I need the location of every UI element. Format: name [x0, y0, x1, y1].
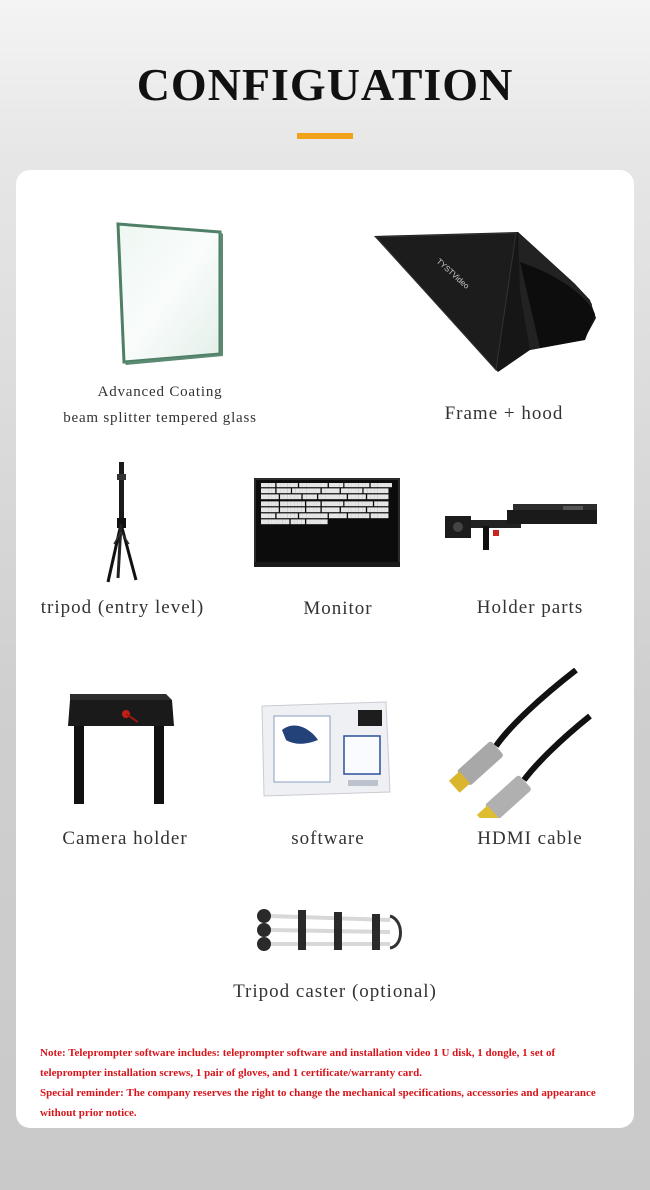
software-image — [258, 700, 394, 800]
monitor-bezel — [254, 562, 400, 567]
frame-brand-text: TYSTVideo — [434, 256, 471, 291]
tripod-caster-image — [252, 906, 408, 958]
monitor-label: Monitor — [303, 598, 373, 619]
note-text: Note: Teleprompter software includes: teleprompter software and installation video 1 U disk, 1 dongle, 1 set of teleprompter installation screws, 1 pair of gloves, and 1 certificate/warranty card. — [40, 1047, 556, 1079]
software-label: software — [291, 828, 365, 849]
tripod-caster-label: Tripod caster (optional) — [233, 981, 437, 1002]
tripod-label: tripod (entry level) — [40, 597, 205, 618]
camera-holder-image — [66, 692, 178, 808]
monitor-image — [254, 478, 400, 570]
tripod-image — [104, 460, 140, 584]
holder-parts-label: Holder parts — [476, 597, 584, 618]
hdmi-cable-label: HDMI cable — [477, 828, 583, 849]
title-underline — [297, 133, 353, 139]
frame-hood-image — [370, 222, 605, 382]
special-reminder-text: Special reminder: The company reserves the right to change the mechanical specifications, accessories and appearance without prior notice. — [40, 1087, 596, 1119]
holder-parts-image — [443, 500, 601, 552]
glass-label-line2: beam splitter tempered glass — [63, 410, 257, 426]
frame-hood-label: Frame + hood — [444, 403, 564, 424]
glass-label-line1: Advanced Coating — [97, 384, 223, 400]
page-title: CONFIGUATION — [136, 59, 514, 110]
camera-holder-label: Camera holder — [62, 828, 188, 849]
notes-block — [40, 1043, 610, 1123]
glass-image — [112, 222, 224, 367]
monitor-screen-text: ▇▇▇▇ ▇▇▇▇▇▇ ▇▇▇▇▇▇▇▇ ▇▇▇▇ ▇▇▇▇▇▇▇ ▇▇▇▇▇▇ ▇▇▇▇ ▇▇▇▇ ▇▇▇▇▇▇▇▇ ▇▇▇▇▇ ▇▇▇▇▇▇ ▇▇▇▇▇▇▇ ▇▇▇▇▇ ▇▇▇▇▇▇ ▇▇▇▇ ▇▇▇▇▇▇▇▇ ▇▇▇▇▇ ▇▇▇▇▇▇ ▇▇▇▇▇ ▇▇▇▇▇▇▇ ▇▇▇▇ ▇▇▇▇▇▇ ▇▇▇▇▇▇▇▇ ▇▇▇▇ ▇▇▇▇▇ ▇▇▇▇▇▇▇ ▇▇▇▇ ▇▇▇▇▇ ▇▇▇▇▇▇▇ ▇▇▇▇▇▇ ▇▇▇▇ ▇▇▇▇▇▇ ▇▇▇▇▇▇▇▇ ▇▇▇▇▇ ▇▇▇▇▇▇ ▇▇▇▇▇ ▇▇▇▇▇▇▇▇ ▇▇▇▇ ▇▇▇▇▇▇ — [261, 483, 392, 526]
hdmi-cable-image — [440, 668, 592, 818]
